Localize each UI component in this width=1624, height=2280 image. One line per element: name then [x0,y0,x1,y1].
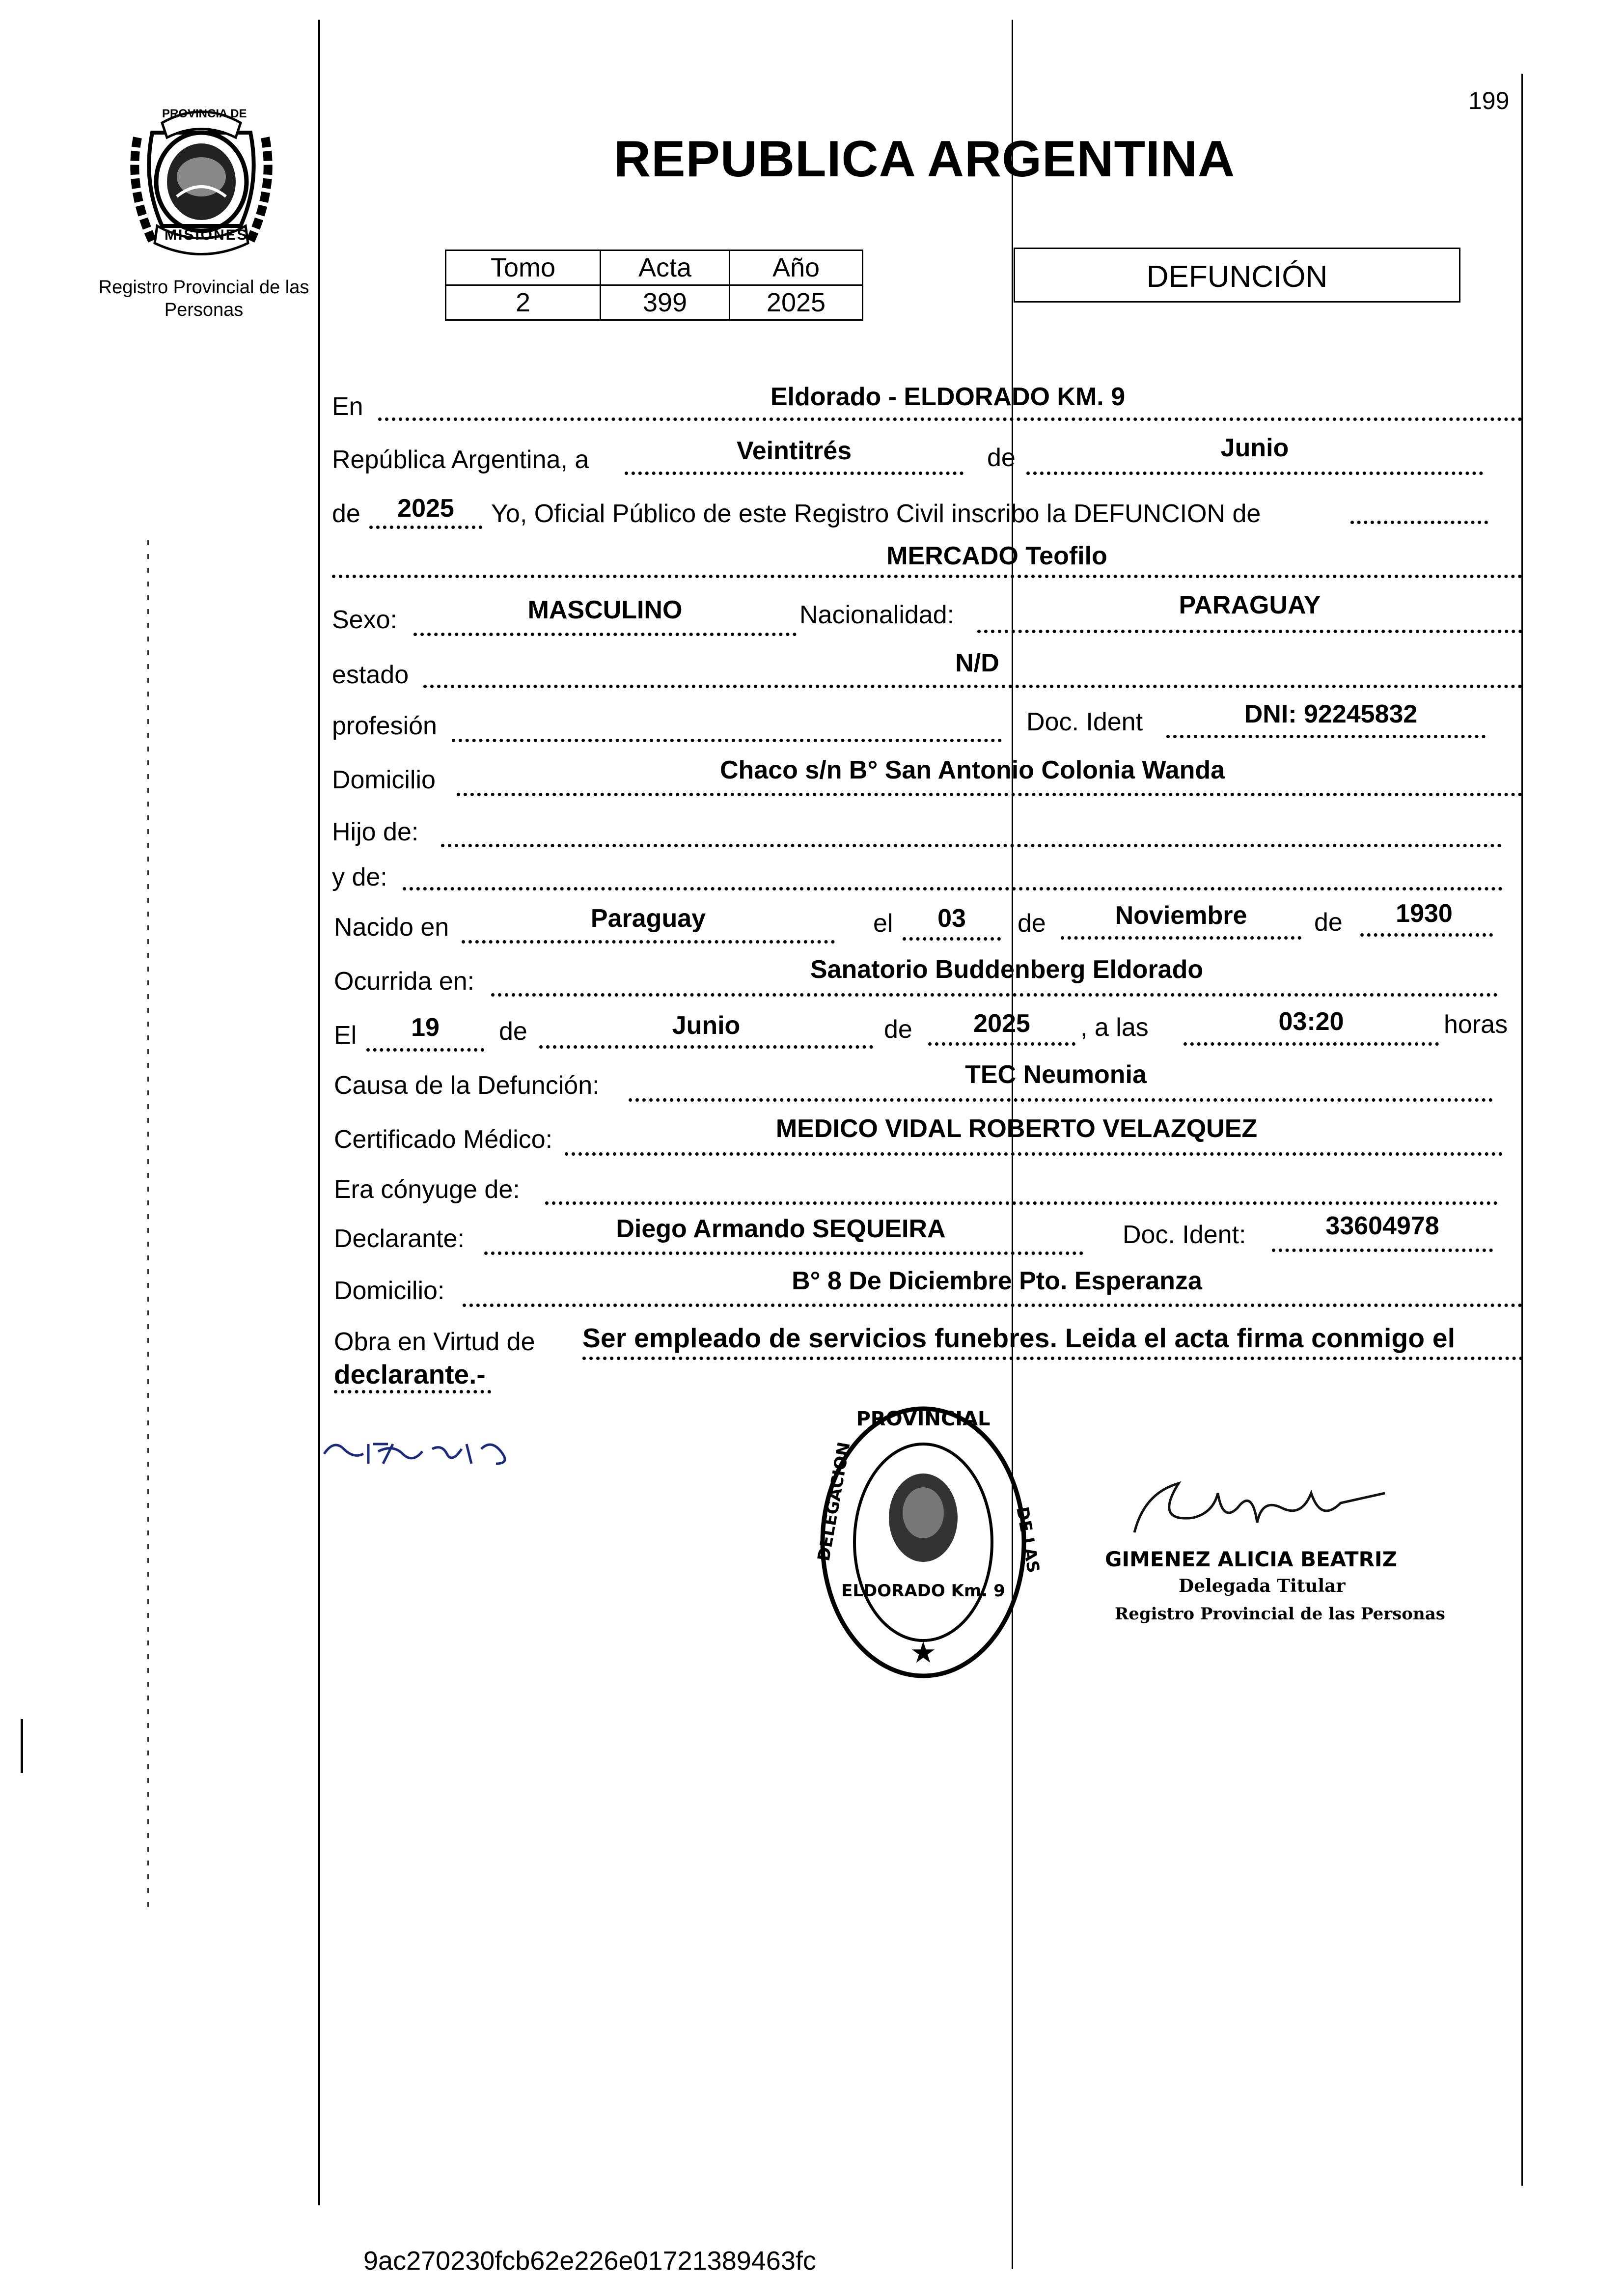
svg-text:DE LAS: DE LAS [1012,1505,1044,1575]
value-nacido-dia: 03 [937,904,966,933]
dotline-nacido-anio [1360,933,1493,937]
dotline-hijo-de [441,844,1502,847]
value-fallecio-dia: 19 [411,1013,440,1042]
dotline-causa [629,1098,1493,1102]
value-lugar: Eldorado - ELDORADO KM. 9 [770,383,1126,411]
value-doc-ident: DNI: 92245832 [1244,700,1418,728]
value-estado: N/D [955,649,999,677]
label-horas: horas [1444,1010,1508,1039]
svg-text:ELDORADO Km. 9: ELDORADO Km. 9 [841,1581,1005,1601]
dotline-obra-2 [334,1390,491,1393]
label-de-anio: de [332,500,360,528]
official-role: Delegada Titular [1179,1576,1346,1596]
dotline-doc-ident [1166,735,1486,738]
value-nombre: MERCADO Teofilo [886,542,1107,570]
label-conyuge: Era cónyuge de: [334,1175,520,1204]
svg-text:PROVINCIAL: PROVINCIAL [856,1408,991,1430]
dotline-declarante-doc [1272,1249,1493,1252]
right-margin-line [1521,74,1523,2186]
document-type: DEFUNCIÓN [1146,260,1328,294]
label-certificado: Certificado Médico: [334,1125,553,1154]
register-header-row [446,250,863,285]
dotline-oficial-end [1350,521,1488,524]
label-obra: Obra en Virtud de [334,1328,535,1356]
left-margin-line [318,20,320,2205]
label-el-fallecio: El [334,1021,357,1050]
register-value-row [446,285,863,320]
label-profesion: profesión [332,712,437,740]
label-republica: República Argentina, a [332,445,589,474]
page-number: 199 [1468,87,1510,114]
dotline-nombre [332,575,1522,578]
value-domicilio: Chaco s/n B° San Antonio Colonia Wanda [719,756,1225,784]
value-fallecio-mes: Junio [672,1011,741,1040]
footer-hash: 9ac270230fcb62e226e01721389463fc [363,2246,816,2276]
register-header-anio: Año [730,250,863,285]
value-declarante-doc: 33604978 [1325,1212,1439,1240]
label-de-nacido-anio: de [1314,908,1343,937]
label-estado: estado [332,661,409,689]
label-nacionalidad: Nacionalidad: [799,601,955,629]
value-nacido-anio: 1930 [1396,899,1453,928]
dotline-profesion [452,739,1002,742]
dotline-fallecio-anio [928,1042,1075,1046]
label-y-de: y de: [332,863,387,891]
emblem-bottom-text: MISIONES [165,227,248,243]
label-doc-ident-declarante: Doc. Ident: [1123,1221,1246,1249]
label-causa: Causa de la Defunción: [334,1071,600,1100]
dotline-nacido-mes [1061,936,1301,940]
dotline-domicilio [457,793,1522,796]
value-dia-texto: Veintitrés [736,437,852,465]
svg-text:DELEGACION: DELEGACION [814,1440,854,1563]
label-sexo: Sexo: [332,606,397,634]
label-hijo-de: Hijo de: [332,818,419,846]
label-oficial: Yo, Oficial Público de este Registro Civil inscribo la DEFUNCION de [491,500,1261,528]
value-nacionalidad: PARAGUAY [1179,591,1321,619]
register-value-tomo: 2 [446,285,601,320]
label-domicilio: Domicilio [332,766,436,794]
scan-artifact-left [147,540,149,1916]
register-value-anio: 2025 [730,285,863,320]
label-nacido-en: Nacido en [334,913,449,942]
registry-label: Registro Provincial de las Personas [98,277,309,320]
value-declarante: Diego Armando SEQUEIRA [616,1215,946,1243]
dotline-hora [1184,1042,1439,1046]
register-header-acta: Acta [601,250,730,285]
document-title: REPUBLICA ARGENTINA [614,131,1236,188]
dotline-sexo [413,633,797,636]
register-header-tomo: Tomo [446,250,601,285]
dotline-declarante-domicilio [463,1304,1522,1307]
value-sexo: MASCULINO [527,596,683,624]
value-causa: TEC Neumonia [965,1060,1147,1089]
value-certificado: MEDICO VIDAL ROBERTO VELAZQUEZ [775,1114,1258,1143]
value-hora: 03:20 [1278,1007,1344,1036]
dotline-ocurrida-en [491,993,1498,997]
label-en: En [332,392,363,421]
official-seal-icon [810,1395,1044,1690]
register-table [445,250,863,321]
dotline-obra-1 [582,1357,1523,1360]
label-de-mes: de [987,444,1016,472]
center-fold-line [1012,20,1013,2269]
dotline-nacido-dia [903,937,1001,941]
dotline-estado [423,685,1522,688]
label-ocurrida-en: Ocurrida en: [334,967,475,996]
value-anio: 2025 [397,494,454,523]
value-obra-line1: Ser empleado de servicios funebres. Leida el acta firma conmigo el [582,1323,1456,1353]
value-nacido-mes: Noviembre [1115,901,1247,930]
official-name: GIMENEZ ALICIA BEATRIZ [1105,1547,1397,1571]
emblem-top-text: PROVINCIA DE [162,107,247,120]
label-declarante: Declarante: [334,1224,465,1253]
value-obra-line2: declarante.- [334,1359,486,1390]
dotline-nacido-en [462,940,835,944]
label-domicilio-declarante: Domicilio: [334,1277,445,1305]
declarante-signature-icon [319,1424,516,1474]
scan-artifact-mark [21,1719,23,1773]
dotline-dia [625,472,963,475]
label-a-las: , a las [1080,1013,1149,1042]
official-signature-icon [1125,1464,1390,1542]
dotline-y-de [403,887,1503,890]
label-de-nacido-mes: de [1018,909,1046,938]
dotline-fallecio-mes [539,1045,873,1049]
value-nacido-en: Paraguay [590,904,706,933]
dotline-fallecio-dia [366,1048,484,1052]
dotline-mes [1026,472,1483,475]
value-mes: Junio [1220,434,1289,462]
value-ocurrida-en: Sanatorio Buddenberg Eldorado [810,955,1204,984]
official-registry: Registro Provincial de las Personas [1115,1604,1445,1624]
value-fallecio-anio: 2025 [973,1009,1030,1038]
dotline-declarante [484,1251,1083,1255]
label-de-fallecio-mes: de [499,1017,527,1046]
register-value-acta: 399 [601,285,730,320]
dotline-lugar [378,417,1522,421]
dotline-certificado [565,1152,1503,1156]
label-el-nacido: el [873,909,893,938]
label-de-fallecio-anio: de [884,1015,912,1044]
label-doc-ident: Doc. Ident [1026,708,1143,736]
dotline-anio [369,526,482,529]
dotline-conyuge [545,1201,1498,1205]
dotline-nacionalidad [977,630,1522,633]
value-declarante-domicilio: B° 8 De Diciembre Pto. Esperanza [792,1267,1202,1295]
svg-text:★: ★ [910,1636,936,1670]
